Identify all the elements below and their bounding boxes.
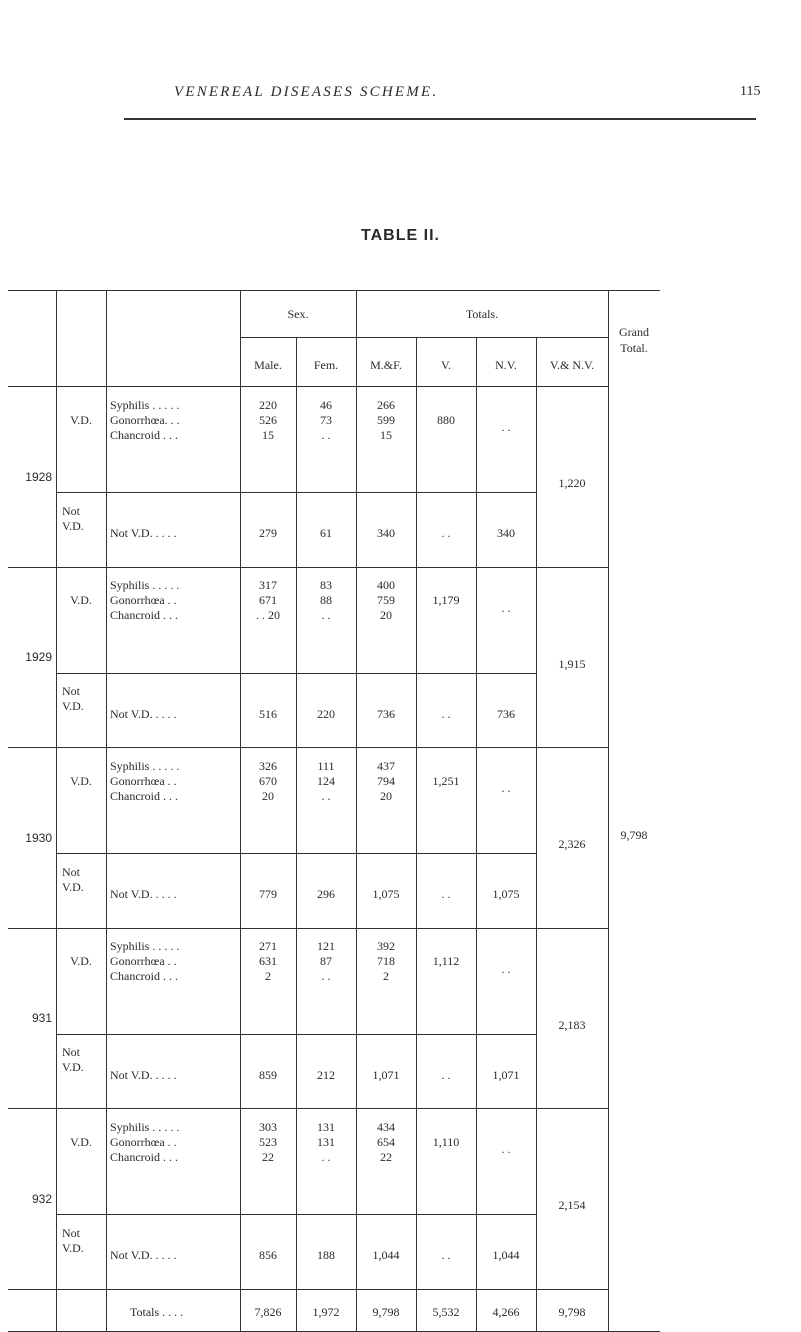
v-total: 1,179: [432, 593, 460, 607]
mf-value: 20: [380, 608, 392, 622]
column-rule-v: [476, 337, 477, 1331]
vd-notvd-divider: [56, 853, 536, 854]
v-total: . .: [441, 1248, 451, 1262]
fem-value: . .: [321, 608, 331, 622]
disease-label: Gonorrhœa. . .: [110, 413, 180, 427]
mf-value: 437: [377, 759, 395, 773]
disease-label: Chancroid . . .: [110, 789, 178, 803]
running-header-title: VENEREAL DISEASES SCHEME.: [174, 84, 439, 100]
male-value: 523: [259, 1135, 277, 1149]
grand-total-header: Grand Total.: [619, 325, 649, 355]
fem-value: . .: [321, 1150, 331, 1164]
v-total: 1,251: [432, 774, 460, 788]
male-value: 15: [262, 428, 274, 442]
nv-total: . .: [501, 962, 511, 976]
year-band-bottom-rule: [8, 1289, 608, 1290]
male-value: 2: [265, 969, 271, 983]
column-rule-category: [106, 290, 107, 1331]
mf-value: 15: [380, 428, 392, 442]
male-value: 220: [259, 398, 277, 412]
male-value: 279: [259, 526, 277, 540]
column-rule-sex: [356, 290, 357, 1331]
fem-value: 220: [317, 707, 335, 721]
year-label: 1930: [25, 831, 52, 845]
vnv-total: 2,326: [558, 837, 586, 851]
fem-value: 111: [317, 759, 335, 773]
fem-header: Fem.: [313, 358, 339, 372]
male-value: 779: [259, 887, 277, 901]
mf-value: 20: [380, 789, 392, 803]
mf-value: 2: [383, 969, 389, 983]
fem-value: . .: [321, 969, 331, 983]
v-total: . .: [441, 887, 451, 901]
male-total: 7,826: [254, 1305, 282, 1319]
not-vd-label: Not V.D. . . . .: [110, 526, 177, 540]
vd-label: V.D.: [70, 413, 92, 427]
year-label: 932: [31, 1192, 52, 1206]
male-value: 20: [262, 789, 274, 803]
v-header: V.: [440, 358, 452, 372]
vnv-total: 2,183: [558, 1018, 586, 1032]
totals-row-label: Totals . . . .: [130, 1305, 184, 1319]
v-total: . .: [441, 526, 451, 540]
disease-label: Chancroid . . .: [110, 608, 178, 622]
nv-header: N.V.: [495, 358, 517, 372]
sex-header: Sex.: [287, 307, 309, 321]
grand-total-value: 9,798: [620, 828, 648, 842]
nv-total: . .: [501, 420, 511, 434]
fem-value: 88: [320, 593, 332, 607]
male-value: 671: [259, 593, 277, 607]
male-header: Male.: [254, 358, 282, 372]
not-vd-category-label: V.D.: [62, 519, 84, 533]
male-value: 22: [262, 1150, 274, 1164]
vnv-header: V.& N.V.: [549, 358, 595, 372]
year-label: 1928: [25, 470, 52, 484]
male-value: 631: [259, 954, 277, 968]
mf-header: M.&F.: [370, 358, 402, 372]
fem-value: 124: [317, 774, 335, 788]
nv-total: 1,071: [492, 1068, 520, 1082]
not-label: Not: [62, 1226, 80, 1240]
disease-label: Chancroid . . .: [110, 1150, 178, 1164]
vd-label: V.D.: [70, 593, 92, 607]
v-total: 5,532: [432, 1305, 460, 1319]
disease-label: Syphilis . . . . .: [110, 939, 180, 953]
nv-total: 1,075: [492, 887, 520, 901]
sex-subheader-rule: [240, 337, 356, 338]
not-vd-category-label: V.D.: [62, 699, 84, 713]
not-label: Not: [62, 504, 80, 518]
fem-value: 188: [317, 1248, 335, 1262]
disease-label: Syphilis . . . . .: [110, 759, 180, 773]
disease-label: Syphilis . . . . .: [110, 1120, 180, 1134]
mf-value: 400: [377, 578, 395, 592]
not-vd-label: Not V.D. . . . .: [110, 887, 177, 901]
male-value: 859: [259, 1068, 277, 1082]
mf-value: 794: [377, 774, 395, 788]
mf-value: 340: [377, 526, 395, 540]
fem-value: 73: [320, 413, 332, 427]
fem-value: 61: [320, 526, 332, 540]
not-label: Not: [62, 865, 80, 879]
vd-notvd-divider: [56, 1034, 536, 1035]
not-vd-label: Not V.D. . . . .: [110, 1068, 177, 1082]
column-rule-nv: [536, 337, 537, 1331]
disease-label: Gonorrhœa . .: [110, 774, 177, 788]
male-value: 526: [259, 413, 277, 427]
nv-total: . .: [501, 601, 511, 615]
year-band-bottom-rule: [8, 1108, 608, 1109]
fem-value: . .: [321, 789, 331, 803]
fem-value: 131: [317, 1135, 335, 1149]
column-rule-totals: [608, 290, 609, 1331]
disease-label: Chancroid . . .: [110, 969, 178, 983]
male-value: 856: [259, 1248, 277, 1262]
nv-total: 340: [497, 526, 515, 540]
vd-notvd-divider: [56, 1214, 536, 1215]
nv-total: 1,044: [492, 1248, 520, 1262]
disease-label: Gonorrhœa . .: [110, 1135, 177, 1149]
fem-value: 87: [320, 954, 332, 968]
fem-value: 212: [317, 1068, 335, 1082]
not-vd-category-label: V.D.: [62, 880, 84, 894]
v-total: 1,112: [432, 954, 460, 968]
totals-subheader-rule: [356, 337, 608, 338]
mf-value: 266: [377, 398, 395, 412]
male-value: 670: [259, 774, 277, 788]
table-caption: TABLE II.: [361, 227, 440, 244]
v-total: 880: [437, 413, 455, 427]
male-value: . . 20: [256, 608, 280, 622]
disease-label: Syphilis . . . . .: [110, 398, 180, 412]
mf-value: 759: [377, 593, 395, 607]
nv-total: 736: [497, 707, 515, 721]
disease-label: Gonorrhœa . .: [110, 593, 177, 607]
not-vd-label: Not V.D. . . . .: [110, 707, 177, 721]
vnv-total: 2,154: [558, 1198, 586, 1212]
male-value: 271: [259, 939, 277, 953]
v-total: 1,110: [432, 1135, 460, 1149]
fem-value: . .: [321, 428, 331, 442]
year-band-bottom-rule: [8, 567, 608, 568]
header-bottom-rule: [8, 386, 608, 387]
mf-value: 1,071: [372, 1068, 400, 1082]
mf-value: 1,044: [372, 1248, 400, 1262]
vnv-total: 1,220: [558, 476, 586, 490]
year-band-bottom-rule: [8, 747, 608, 748]
year-label: 1929: [25, 650, 52, 664]
fem-total: 1,972: [312, 1305, 340, 1319]
vd-label: V.D.: [70, 1135, 92, 1149]
male-value: 516: [259, 707, 277, 721]
vnv-total: 9,798: [558, 1305, 586, 1319]
vd-label: V.D.: [70, 954, 92, 968]
not-vd-category-label: V.D.: [62, 1060, 84, 1074]
not-label: Not: [62, 1045, 80, 1059]
v-total: . .: [441, 707, 451, 721]
mf-value: 718: [377, 954, 395, 968]
disease-label: Syphilis . . . . .: [110, 578, 180, 592]
fem-value: 296: [317, 887, 335, 901]
mf-value: 736: [377, 707, 395, 721]
not-vd-category-label: V.D.: [62, 1241, 84, 1255]
nv-total: . .: [501, 1142, 511, 1156]
not-vd-label: Not V.D. . . . .: [110, 1248, 177, 1262]
vd-notvd-divider: [56, 673, 536, 674]
mf-value: 654: [377, 1135, 395, 1149]
mf-value: 434: [377, 1120, 395, 1134]
vnv-total: 1,915: [558, 657, 586, 671]
mf-value: 392: [377, 939, 395, 953]
fem-value: 46: [320, 398, 332, 412]
fem-value: 83: [320, 578, 332, 592]
mf-total: 9,798: [372, 1305, 400, 1319]
column-rule-male: [296, 337, 297, 1331]
fem-value: 131: [317, 1120, 335, 1134]
vd-label: V.D.: [70, 774, 92, 788]
nv-total: 4,266: [492, 1305, 520, 1319]
column-rule-mf: [416, 337, 417, 1331]
fem-value: 121: [317, 939, 335, 953]
not-label: Not: [62, 684, 80, 698]
male-value: 326: [259, 759, 277, 773]
mf-value: 599: [377, 413, 395, 427]
nv-total: . .: [501, 781, 511, 795]
mf-value: 1,075: [372, 887, 400, 901]
year-label: 931: [31, 1011, 52, 1025]
male-value: 303: [259, 1120, 277, 1134]
v-total: . .: [441, 1068, 451, 1082]
year-band-bottom-rule: [8, 928, 608, 929]
disease-label: Chancroid . . .: [110, 428, 178, 442]
column-rule-disease: [240, 290, 241, 1331]
disease-label: Gonorrhœa . .: [110, 954, 177, 968]
male-value: 317: [259, 578, 277, 592]
page-number: 115: [740, 84, 761, 99]
mf-value: 22: [380, 1150, 392, 1164]
column-rule-year: [56, 290, 57, 1331]
vd-notvd-divider: [56, 492, 536, 493]
totals-header: Totals.: [465, 307, 499, 321]
